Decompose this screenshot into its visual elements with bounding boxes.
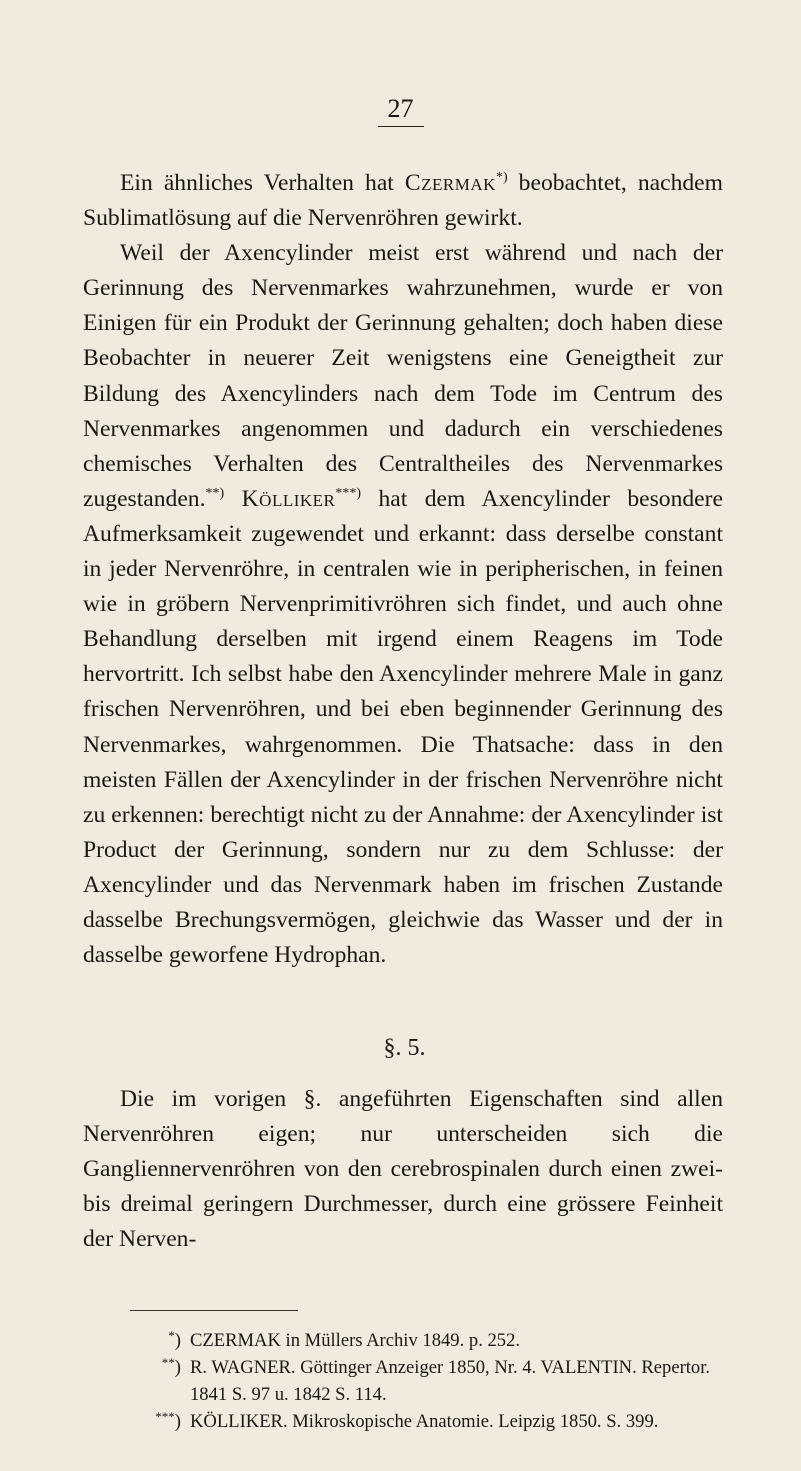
footnote-2-mark: **) [161,1355,181,1378]
footnote-1-mark: *) [168,1328,181,1351]
paragraph-1-part-2: beobachtet, nachdem Sublimatlösung auf die Nervenröhren gewirkt. [83,170,723,232]
footnote-1-text: CZERMAK in Müllers Archiv 1849. p. 252. [190,1330,521,1351]
footnote-2-text: R. WAGNER. Göttinger Anzeiger 1850, Nr. 4. VALENTIN. Repertor. 1841 S. 97 u. 1842 S. 114. [190,1357,711,1405]
footnote-3-stars: *** [155,1409,175,1424]
section-body-text [83,1082,723,1257]
section-heading: §. 5. [383,1035,426,1061]
main-body-text [83,166,723,973]
footnote-1-stars: * [168,1328,175,1343]
paragraph-1-part-1: Ein ähnliches Verhalten hat [120,170,405,196]
footnote-ref-3: ***) [335,485,362,501]
footnote-2-stars: ** [161,1355,175,1370]
footnote-3 [83,1408,723,1435]
footnotes [83,1327,723,1435]
paragraph-2-part-1: Weil der Axencylinder meist erst während und nach der Gerinnung des Nervenmarkes wahrzunehmen, wurde er von Einigen für ein Produkt der Gerinnung gehalten; doch haben diese Beobachter in neuerer Zeit wenigstens eine Geneigtheit zur Bildung des Axencylinders nach dem Tode im Centrum des Nervenmarkes angenommen und dadurch ein verschiedenes chemisches Verhalten des Centraltheiles des Nervenmarkes zugestanden. [83,240,723,512]
section-paragraph: Die im vorigen §. angeführten Eigenschaften sind allen Nervenröhren eigen; nur unterscheiden sich die Gangliennervenröhren von den cerebrospinalen durch einen zwei- bis dreimal geringern Durchmesser, durch eine grössere Feinheit der Nerven- [83,1086,723,1253]
paragraph-1 [83,166,723,236]
footnote-divider [130,1310,298,1311]
footnote-3-mark: ***) [155,1409,181,1432]
page-number-text: 27 [378,94,424,127]
footnote-ref-1: *) [495,170,508,185]
paragraph-2-space [224,486,241,512]
author-koelliker: Kölliker [241,485,336,512]
footnote-1 [83,1327,723,1354]
footnote-ref-2: **) [205,485,225,501]
paragraph-2 [83,236,723,973]
paragraph-2-part-2: hat dem Axencylinder besondere Aufmerksamkeit zugewendet und erkannt: dass derselbe constant in jeder Nervenröhre, in centralen wie in peripherischen, in feinen wie in gröbern Nervenprimitivröhren sich findet, und auch ohne Behandlung derselben mit irgend einem Reagens im Tode hervortritt. Ich selbst habe den Axencylinder mehrere Male in ganz frischen Nervenröhren, und bei eben beginnender Gerinnung des Nervenmarkes, wahrgenommen. Die Thatsache: dass in den meisten Fällen der Axencylinder in der frischen Nervenröhre nicht zu erkennen: berechtigt nicht zu der Annahme: der Axencylinder ist Product der Gerinnung, sondern nur zu dem Schlusse: der Axencylinder und das Nervenmark haben im frischen Zustande dasselbe Brechungsvermögen, gleichwie das Wasser und der in dasselbe geworfene Hydrophan. [83,485,723,969]
page-number [0,94,801,127]
author-czermak: Czermak [404,170,496,196]
footnote-3-text: KÖLLIKER. Mikroskopische Anatomie. Leipzig 1850. S. 399. [190,1411,659,1432]
footnote-2 [83,1354,723,1408]
